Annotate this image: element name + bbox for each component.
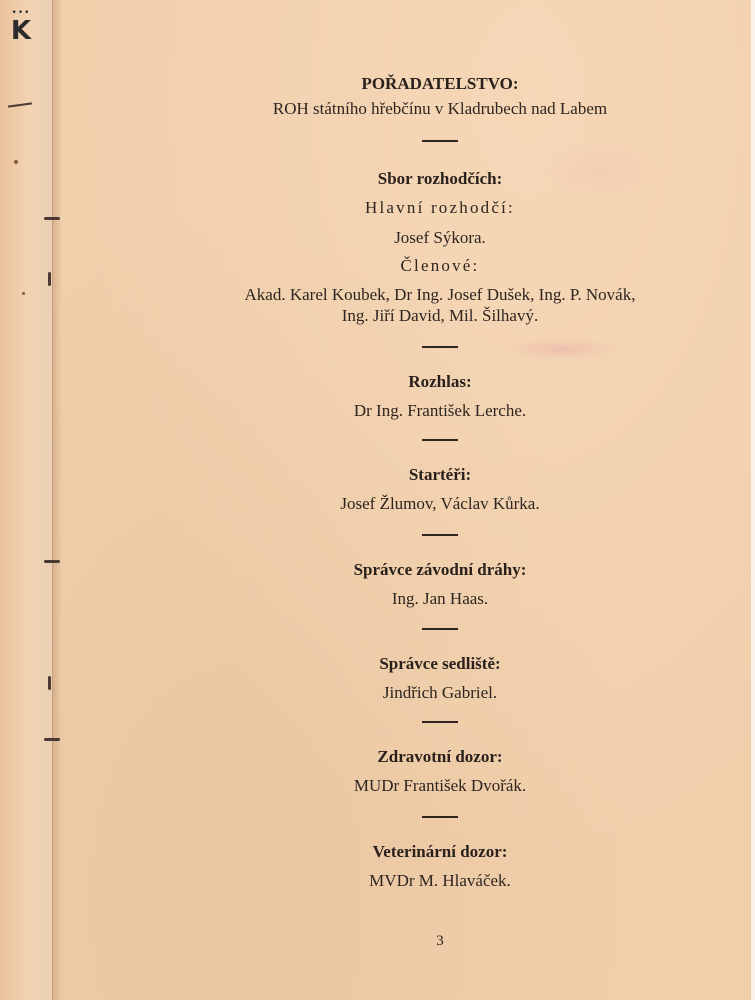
section-heading-veterinarni-dozor: Veterinární dozor: xyxy=(372,842,508,861)
starters-names: Josef Žlumov, Václav Kůrka. xyxy=(340,494,540,513)
logo-dots: ••• xyxy=(11,8,31,18)
chief-judge-name: Josef Sýkora. xyxy=(394,228,486,247)
section-divider xyxy=(422,721,458,723)
broadcast-name: Dr Ing. František Lerche. xyxy=(353,401,527,420)
section-heading-starteri: Startéři: xyxy=(408,465,472,484)
binding-stitch xyxy=(44,738,60,741)
section-heading-poradatelstvo: POŘADATELSTVO: xyxy=(361,74,519,93)
organizer-line: ROH státního hřebčínu v Kladrubech nad Labem xyxy=(272,99,608,118)
section-divider xyxy=(422,439,458,441)
ink-stain xyxy=(505,338,620,360)
members-line-2: Ing. Jiří David, Mil. Šilhavý. xyxy=(341,306,539,325)
binding-stitch xyxy=(44,560,60,563)
section-divider xyxy=(422,628,458,630)
section-heading-sbor-rozhodcich: Sbor rozhodčích: xyxy=(377,169,503,188)
chief-judge-label: Hlavní rozhodčí: xyxy=(365,198,515,217)
paper-speck xyxy=(22,292,25,295)
page-edge xyxy=(751,0,755,1000)
binding-stitch xyxy=(48,272,51,286)
section-divider xyxy=(422,534,458,536)
section-heading-rozhlas: Rozhlas: xyxy=(408,372,472,391)
fold-shadow xyxy=(52,0,62,1000)
binding-stitch xyxy=(44,217,60,220)
section-heading-spravce-sedliste: Správce sedliště: xyxy=(379,654,501,673)
library-logo xyxy=(8,8,34,48)
veterinary-supervisor-name: MVDr M. Hlaváček. xyxy=(369,871,511,890)
section-divider xyxy=(422,346,458,348)
paper-speck xyxy=(14,160,18,164)
page-number: 3 xyxy=(436,933,444,949)
section-heading-zdravotni-dozor: Zdravotní dozor: xyxy=(377,747,503,766)
paddock-manager-name: Jindřich Gabriel. xyxy=(382,683,498,702)
members-label: Členové: xyxy=(400,256,480,275)
members-line-1: Akad. Karel Koubek, Dr Ing. Josef Dušek, Ing. P. Novák, xyxy=(244,285,636,304)
track-manager-name: Ing. Jan Haas. xyxy=(391,589,489,608)
section-divider xyxy=(422,140,458,142)
section-divider xyxy=(422,816,458,818)
logo-letter: K xyxy=(10,16,32,46)
binding-stitch xyxy=(48,676,51,690)
section-heading-spravce-zavodni-drahy: Správce závodní dráhy: xyxy=(353,560,527,579)
binding-strip xyxy=(0,0,53,1000)
medical-supervisor-name: MUDr František Dvořák. xyxy=(353,776,527,795)
